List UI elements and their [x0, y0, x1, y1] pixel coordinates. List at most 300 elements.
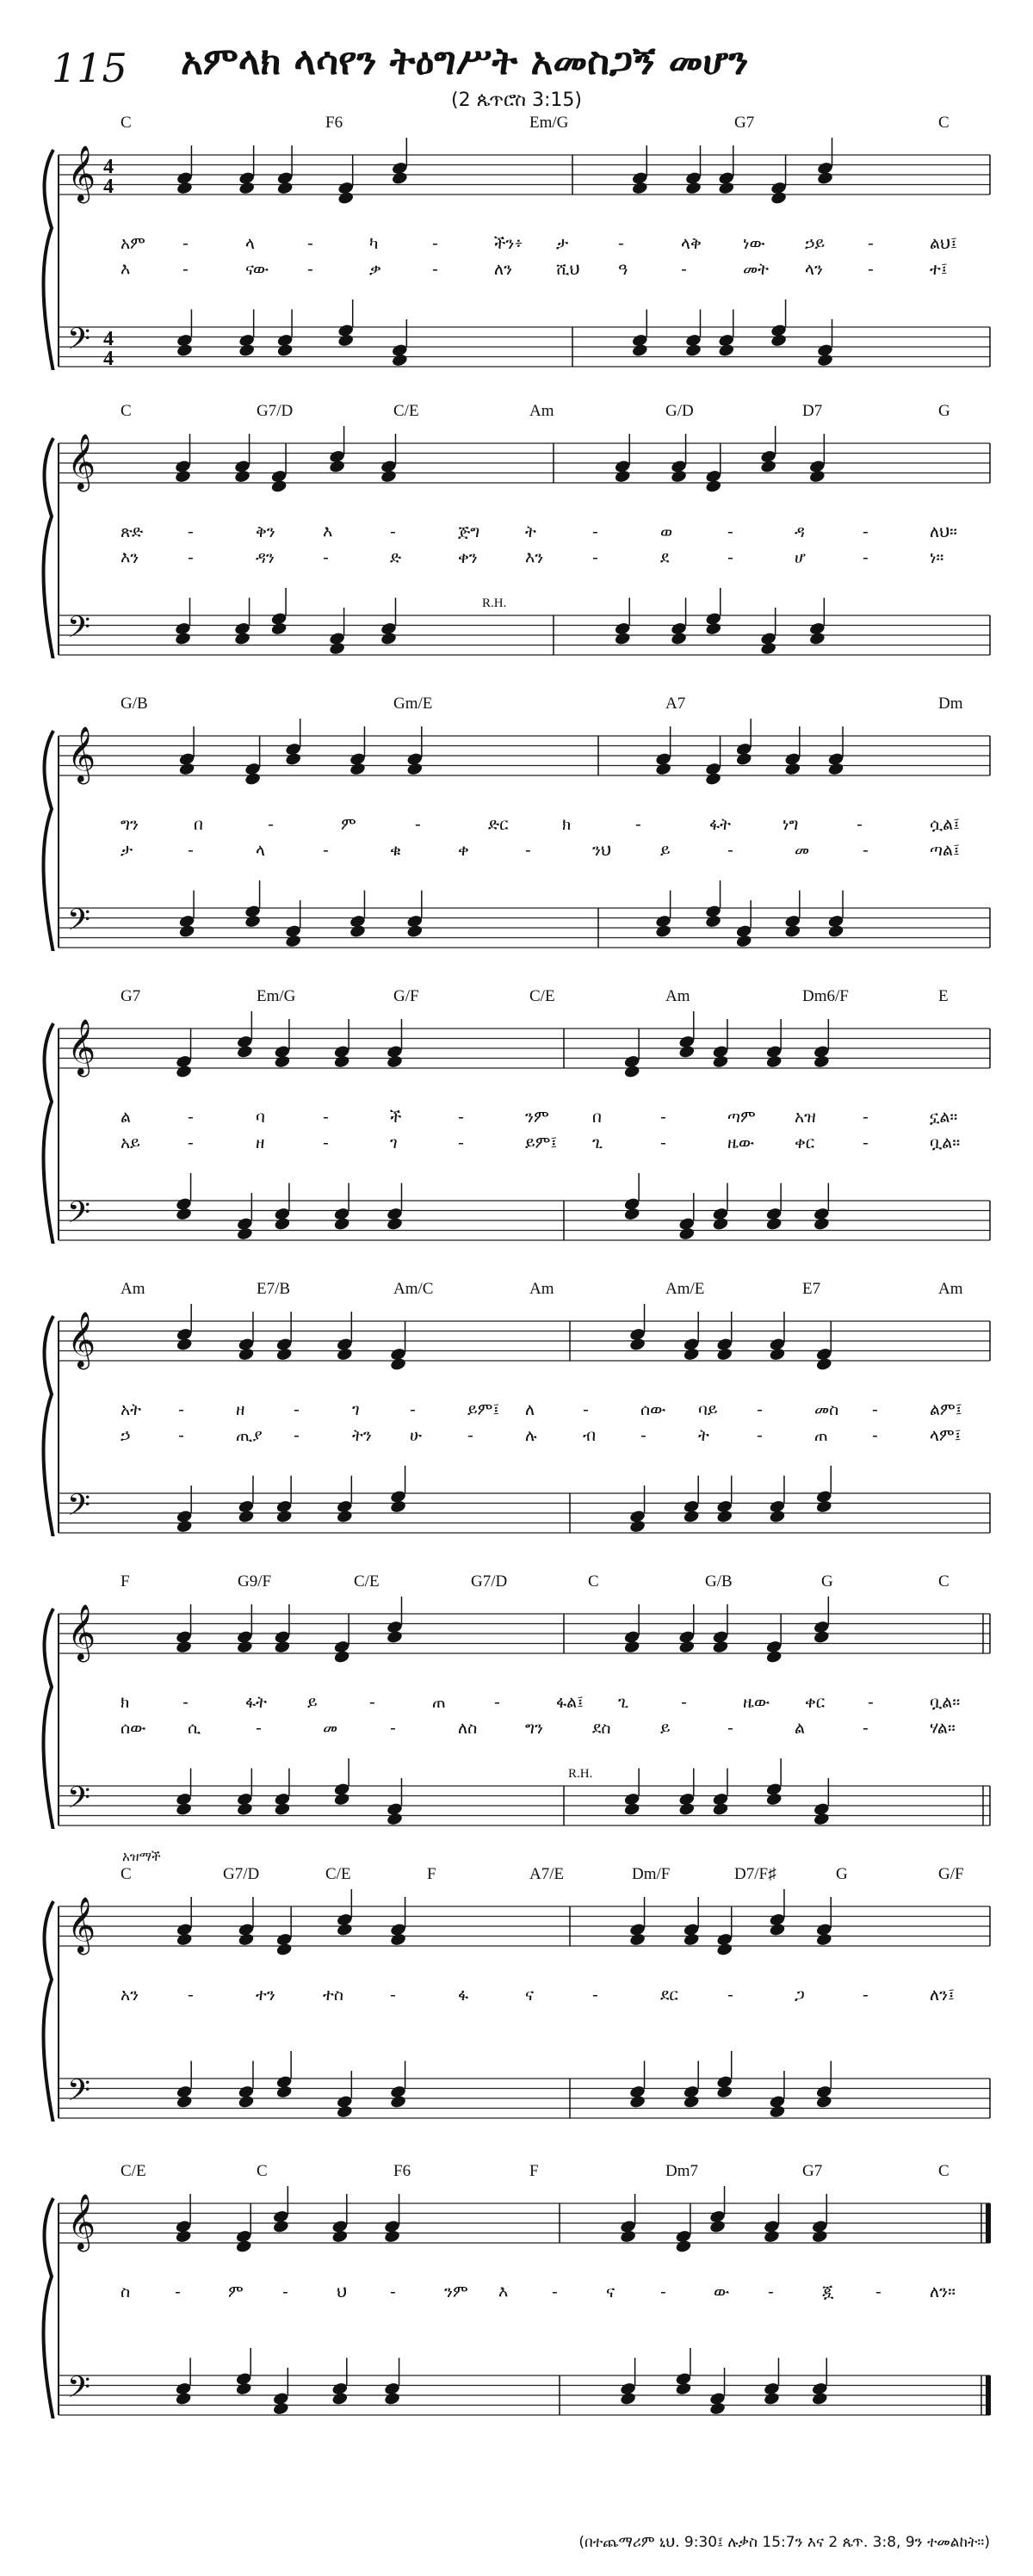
lyric-syllable: ይም፤ [525, 1134, 558, 1152]
chord-symbol: F [529, 2162, 539, 2180]
notehead [623, 1064, 640, 1078]
lyric-syllable: - [618, 234, 624, 253]
bass-clef: 𝄢 [67, 1780, 91, 1822]
lyric-syllable: ደር [660, 1986, 678, 2005]
lyric-syllable: ባይ [698, 1400, 718, 1419]
lyric-syllable: መ [795, 841, 810, 860]
notehead [655, 762, 672, 776]
notehead [275, 1347, 293, 1362]
lyric-syllable: - [294, 1426, 300, 1445]
chord-symbol: C [257, 2162, 268, 2180]
notehead [655, 924, 672, 938]
lyric-syllable: ክ [121, 1693, 130, 1712]
lyric-syllable: ተን [256, 1986, 275, 2005]
chord-symbol: G/B [705, 1572, 733, 1591]
chord-symbol: Em/G [257, 987, 296, 1005]
notehead [712, 1801, 729, 1816]
treble-clef: 𝄞 [67, 1604, 96, 1660]
notehead [763, 2229, 780, 2244]
staff-graphics [0, 138, 1033, 370]
notehead [349, 924, 366, 938]
lyric-syllable: - [592, 1986, 598, 2005]
notehead [333, 1054, 350, 1069]
lyric-syllable: ጊ [592, 1134, 603, 1152]
lyric-syllable: ንህ [592, 841, 611, 860]
system-brace [43, 150, 53, 370]
notehead [716, 2085, 733, 2099]
notehead [827, 762, 844, 776]
lyric-syllable: ገ [352, 1400, 360, 1419]
notehead [770, 190, 788, 205]
notehead [678, 1044, 696, 1059]
lyric-syllable: ኃ [121, 1426, 131, 1445]
notehead [815, 1932, 832, 1947]
lyric-syllable: ደስ [592, 1719, 611, 1738]
chord-symbol: C [121, 402, 132, 420]
system-brace [43, 1901, 53, 2122]
chord-symbol: G/F [393, 987, 419, 1005]
notehead [384, 2229, 401, 2244]
notehead [238, 2094, 255, 2109]
notehead [285, 751, 302, 766]
lyric-syllable: ለስ [458, 1719, 478, 1738]
notehead [629, 2094, 646, 2109]
lyric-syllable: - [525, 841, 531, 860]
lyric-syllable: - [458, 1108, 464, 1127]
notehead [827, 924, 844, 938]
lyric-syllable: - [768, 2283, 774, 2301]
lyric-syllable: ና [606, 2283, 615, 2301]
lyric-syllable: ቀን [458, 548, 478, 567]
lyric-syllable: - [182, 234, 189, 253]
notehead [813, 1216, 830, 1231]
chord-symbol: A7/E [529, 1865, 565, 1883]
notehead [390, 2094, 407, 2109]
lyric-syllable: ላ [256, 841, 266, 860]
bass-clef: 𝄢 [67, 609, 91, 652]
notehead [631, 343, 648, 357]
notehead [276, 181, 294, 195]
chord-symbol: C/E [529, 987, 555, 1005]
notehead [329, 641, 346, 656]
lyric-syllable: - [552, 2283, 558, 2301]
lyric-syllable: - [390, 522, 396, 541]
notehead [784, 924, 801, 938]
lyric-syllable: - [872, 1400, 878, 1419]
notehead [811, 2229, 828, 2244]
chord-symbol: G/D [665, 402, 694, 420]
notehead [705, 914, 722, 929]
lyric-syllable: - [410, 1400, 416, 1419]
notehead [275, 1509, 293, 1523]
notehead [716, 1942, 733, 1956]
lyric-syllable: ና [525, 1986, 535, 2005]
lyric-syllable: ህ [337, 2283, 348, 2301]
staff-graphics [0, 426, 1033, 658]
notehead [238, 181, 256, 195]
lyric-syllable: ይም፤ [467, 1400, 500, 1419]
lyric-syllable: - [369, 1693, 375, 1712]
bass-clef: 𝄢 [67, 1195, 91, 1237]
hymn-header [0, 0, 1033, 120]
lyric-syllable: - [294, 1400, 300, 1419]
staff-graphics [0, 1889, 1033, 2122]
lyric-syllable: ቀ [458, 841, 469, 860]
lyric-syllable: እ [498, 2283, 509, 2301]
chord-symbol: G/F [938, 1865, 964, 1883]
chord-symbol: G7/D [471, 1572, 508, 1591]
music-system [0, 1572, 1033, 1829]
notehead [386, 1812, 403, 1826]
notehead [684, 343, 702, 357]
lyric-syllable: ሃል። [930, 1719, 956, 1738]
lyric-syllable: ይ [307, 1693, 318, 1712]
final-barline-thick [986, 2375, 991, 2415]
lyric-syllable: - [863, 841, 869, 860]
notehead [671, 469, 688, 484]
lyric-syllable: ዜው [727, 1134, 755, 1152]
notehead [623, 1801, 640, 1816]
lyric-syllable: - [872, 1426, 878, 1445]
lyric-syllable: - [256, 1719, 262, 1738]
chord-symbol: C/E [393, 402, 419, 420]
notehead [760, 459, 777, 473]
lyric-syllable: ሺህ [556, 260, 580, 279]
lyric-syllable: አይ [121, 1134, 140, 1152]
lyric-syllable: ጽድ [121, 522, 144, 541]
lyric-syllable: - [660, 1134, 666, 1152]
notehead [176, 1640, 193, 1654]
treble-clef: 𝄞 [67, 2194, 96, 2250]
notehead [244, 914, 262, 929]
bass-clef: 𝄢 [67, 2073, 91, 2115]
lyric-syllable: ንም [525, 1108, 549, 1127]
notehead [176, 1337, 193, 1351]
chord-symbol: G/B [121, 695, 148, 713]
notehead [175, 2229, 192, 2244]
chord-symbol: E [938, 987, 949, 1005]
lyric-syllable: - [592, 522, 598, 541]
notehead [380, 631, 397, 646]
lyric-syllable: ሆ [795, 548, 806, 567]
lyric-syllable: - [660, 1108, 666, 1127]
notehead [174, 469, 191, 484]
chord-symbol: C [938, 114, 949, 132]
lyric-syllable: ል [121, 1108, 132, 1127]
music-system [0, 402, 1033, 658]
lyric-syllable: ሲ [188, 1719, 201, 1738]
music-system [0, 2162, 1033, 2418]
notehead [763, 2391, 780, 2406]
notehead [238, 1347, 255, 1362]
lyric-syllable: - [592, 548, 598, 567]
treble-clef: 𝄞 [67, 1897, 96, 1953]
notehead [178, 762, 195, 776]
lyric-syllable: - [182, 260, 189, 279]
lyric-syllable: እን [121, 548, 139, 567]
chord-symbol: Am/E [665, 1280, 705, 1298]
notehead [406, 762, 424, 776]
chord-symbol: Dm6/F [802, 987, 849, 1005]
lyric-syllable: - [727, 522, 733, 541]
chord-symbol: C/E [121, 2162, 146, 2180]
notehead [712, 1216, 729, 1231]
notehead [390, 1932, 407, 1947]
lyric-syllable: ሉ [525, 1426, 537, 1445]
lyric-syllable: ተ፤ [930, 260, 948, 279]
notehead [333, 1216, 350, 1231]
notehead [272, 2401, 289, 2416]
lyric-syllable: ው [714, 2283, 730, 2301]
chord-symbol: G9/F [238, 1572, 272, 1591]
lyric-syllable: - [863, 1134, 869, 1152]
chord-symbol: F [427, 1865, 436, 1883]
chord-symbol: F6 [393, 2162, 411, 2180]
chord-symbol: Gm/E [393, 695, 433, 713]
system-brace [43, 2198, 53, 2418]
notehead [331, 2391, 349, 2406]
lyric-syllable: ላቅ [681, 234, 702, 253]
lyric-syllable: - [868, 234, 874, 253]
notehead [274, 1801, 291, 1816]
chord-symbol: F [121, 1572, 130, 1591]
lyric-syllable: ዘ [236, 1400, 245, 1419]
time-signature-bottom: 4 [103, 176, 114, 198]
chord-symbol: G [821, 1572, 833, 1591]
notehead [735, 934, 752, 948]
notehead [815, 1356, 832, 1371]
notehead [675, 2381, 692, 2396]
lyric-syllable: በ [592, 1108, 602, 1127]
notehead [380, 469, 397, 484]
notehead [808, 631, 826, 646]
lyric-syllable: ጇ [822, 2283, 834, 2301]
notehead [274, 1216, 291, 1231]
lyric-syllable: ት [698, 1426, 709, 1445]
notehead [386, 1216, 403, 1231]
lyric-syllable: ነ። [930, 548, 944, 567]
lyric-syllable: አት [121, 1400, 141, 1419]
lyric-syllable: ችን፥ [494, 234, 523, 253]
lyric-syllable: ፋት [245, 1693, 267, 1712]
performance-annotation: R.H. [482, 596, 507, 610]
notehead [705, 479, 722, 493]
notehead [631, 181, 648, 195]
notehead [683, 1509, 700, 1523]
lyric-syllable: ፋት [709, 815, 731, 834]
notehead [716, 1347, 733, 1362]
lyric-syllable: - [583, 1400, 589, 1419]
notehead [678, 1640, 696, 1654]
staff-graphics [0, 1304, 1033, 1536]
chord-symbol: C [121, 1865, 132, 1883]
notehead [683, 1347, 700, 1362]
notehead [336, 1922, 353, 1937]
system-brace [43, 438, 53, 658]
lyric-syllable: ብ [583, 1426, 597, 1445]
notehead [813, 1812, 830, 1826]
lyric-syllable: - [868, 1693, 874, 1712]
notehead [623, 1207, 640, 1221]
chord-symbol: Am [121, 1280, 145, 1298]
notehead [705, 621, 722, 636]
lyric-syllable: - [175, 2283, 181, 2301]
lyric-syllable: ኃይ [805, 234, 826, 253]
lyric-syllable: - [415, 815, 421, 834]
lyric-syllable: ለን [494, 260, 513, 279]
lyric-syllable: - [727, 1986, 733, 2005]
lyric-syllable: - [635, 815, 641, 834]
notehead [765, 1054, 782, 1069]
lyric-syllable: - [432, 234, 438, 253]
lyric-syllable: - [681, 260, 687, 279]
lyric-syllable: ነግ [782, 815, 799, 834]
notehead [386, 1629, 403, 1644]
time-signature-top: 4 [103, 156, 114, 178]
notehead [337, 190, 355, 205]
lyric-syllable: ዘ [256, 1134, 265, 1152]
staff-graphics [0, 719, 1033, 951]
lyric-syllable: - [182, 1693, 189, 1712]
lyric-syllable: ቀር [805, 1693, 826, 1712]
chord-symbol: C [938, 1572, 949, 1591]
lyric-syllable: ት [525, 522, 536, 541]
lyric-syllable: ጠ [432, 1693, 446, 1712]
chord-symbol: Dm [938, 695, 963, 713]
notehead [333, 1792, 350, 1807]
chord-symbol: C/E [354, 1572, 380, 1591]
chord-symbol: E7 [802, 1280, 821, 1298]
lyric-syllable: ቀር [795, 1134, 815, 1152]
music-system [0, 114, 1033, 370]
lyric-syllable: ቧል። [930, 1693, 961, 1712]
chord-symbol: Am [665, 987, 690, 1005]
notehead [620, 2391, 637, 2406]
notehead [178, 924, 195, 938]
notehead [391, 170, 408, 185]
lyric-syllable: - [494, 1693, 500, 1712]
lyric-syllable: እ [121, 260, 131, 279]
lyric-syllable: ድ [390, 548, 402, 567]
staff-graphics [0, 1011, 1033, 1244]
lyric-syllable: ላን [805, 260, 823, 279]
lyric-syllable: መ [323, 1719, 338, 1738]
notehead [770, 333, 788, 348]
lyric-syllable: - [268, 815, 274, 834]
lyric-syllable: - [282, 2283, 288, 2301]
chord-symbol: D7/F♯ [734, 1865, 776, 1883]
lyric-syllable: ለ [525, 1400, 535, 1419]
notehead [176, 343, 193, 357]
notehead [236, 1044, 253, 1059]
treble-clef: 𝄞 [67, 145, 96, 201]
notehead [815, 1499, 832, 1514]
lyric-syllable: ደ [660, 548, 670, 567]
notehead [336, 1509, 353, 1523]
lyric-syllable: ታ [121, 841, 133, 860]
notehead [784, 762, 801, 776]
notehead [765, 1792, 782, 1807]
notehead [629, 1932, 646, 1947]
lyric-syllable: አም [121, 234, 145, 253]
lyric-syllable: - [458, 1134, 464, 1152]
chord-symbol: Dm/F [632, 1865, 671, 1883]
chord-symbol: E7/B [257, 1280, 291, 1298]
notehead [718, 181, 735, 195]
notehead [270, 479, 288, 493]
lyric-syllable: ትን [352, 1426, 372, 1445]
chord-symbol: Am/C [393, 1280, 434, 1298]
lyric-syllable: ቅን [256, 522, 275, 541]
lyric-syllable: ባ [256, 1108, 265, 1127]
lyric-syllable: - [323, 1134, 329, 1152]
notehead [238, 1509, 255, 1523]
chord-symbol: G [836, 1865, 848, 1883]
lyric-syllable: ነው [743, 234, 765, 253]
lyric-syllable: - [323, 548, 329, 567]
notehead [709, 2401, 727, 2416]
lyric-syllable: ሰው [121, 1719, 146, 1738]
chord-symbol: G7/D [223, 1865, 260, 1883]
lyric-syllable: - [178, 1400, 184, 1419]
notehead [815, 2094, 832, 2109]
lyric-syllable: - [467, 1426, 473, 1445]
lyric-syllable: - [681, 1693, 687, 1712]
notehead [813, 1629, 830, 1644]
lyric-syllable: - [863, 1719, 869, 1738]
notehead [684, 181, 702, 195]
notehead [678, 1226, 696, 1241]
lyric-syllable: ድር [488, 815, 509, 834]
hymn-title: አምላክ ላሳየን ትዕግሥት አመስጋኝ መሆን [181, 40, 749, 83]
notehead [176, 1801, 193, 1816]
chord-symbol: Em/G [529, 114, 569, 132]
lyric-syllable: ናው [245, 260, 269, 279]
lyric-syllable: ጠ [814, 1426, 828, 1445]
lyric-syllable: ልህ፤ [930, 234, 957, 253]
notehead [735, 751, 752, 766]
lyric-syllable: ጊ [618, 1693, 629, 1712]
lyric-syllable: - [188, 1108, 194, 1127]
notehead [176, 1064, 193, 1078]
final-barline-thick [986, 2203, 991, 2243]
lyric-syllable: - [323, 1108, 329, 1127]
lyric-syllable: መት [743, 260, 770, 279]
notehead [349, 762, 366, 776]
chord-symbol: Am [938, 1280, 963, 1298]
notehead [174, 631, 191, 646]
lyric-syllable: - [660, 2283, 666, 2301]
lyric-syllable: ኗል። [930, 1108, 958, 1127]
lyric-syllable: መስ [814, 1400, 839, 1419]
notehead [765, 1649, 782, 1664]
notehead [391, 353, 408, 368]
lyric-syllable: - [727, 548, 733, 567]
notehead [678, 1801, 696, 1816]
lyric-syllable: ግን [525, 1719, 543, 1738]
chord-symbol: F6 [325, 114, 343, 132]
music-system [0, 695, 1033, 951]
lyric-syllable: - [875, 2283, 881, 2301]
lyric-syllable: - [727, 1719, 733, 1738]
lyric-syllable: - [188, 841, 194, 860]
chord-symbol: A7 [665, 695, 686, 713]
chord-symbol: Dm7 [665, 2162, 698, 2180]
lyric-syllable: ም [341, 815, 356, 834]
notehead [716, 1509, 733, 1523]
notehead [769, 1347, 786, 1362]
lyric-syllable: ል [795, 1719, 806, 1738]
